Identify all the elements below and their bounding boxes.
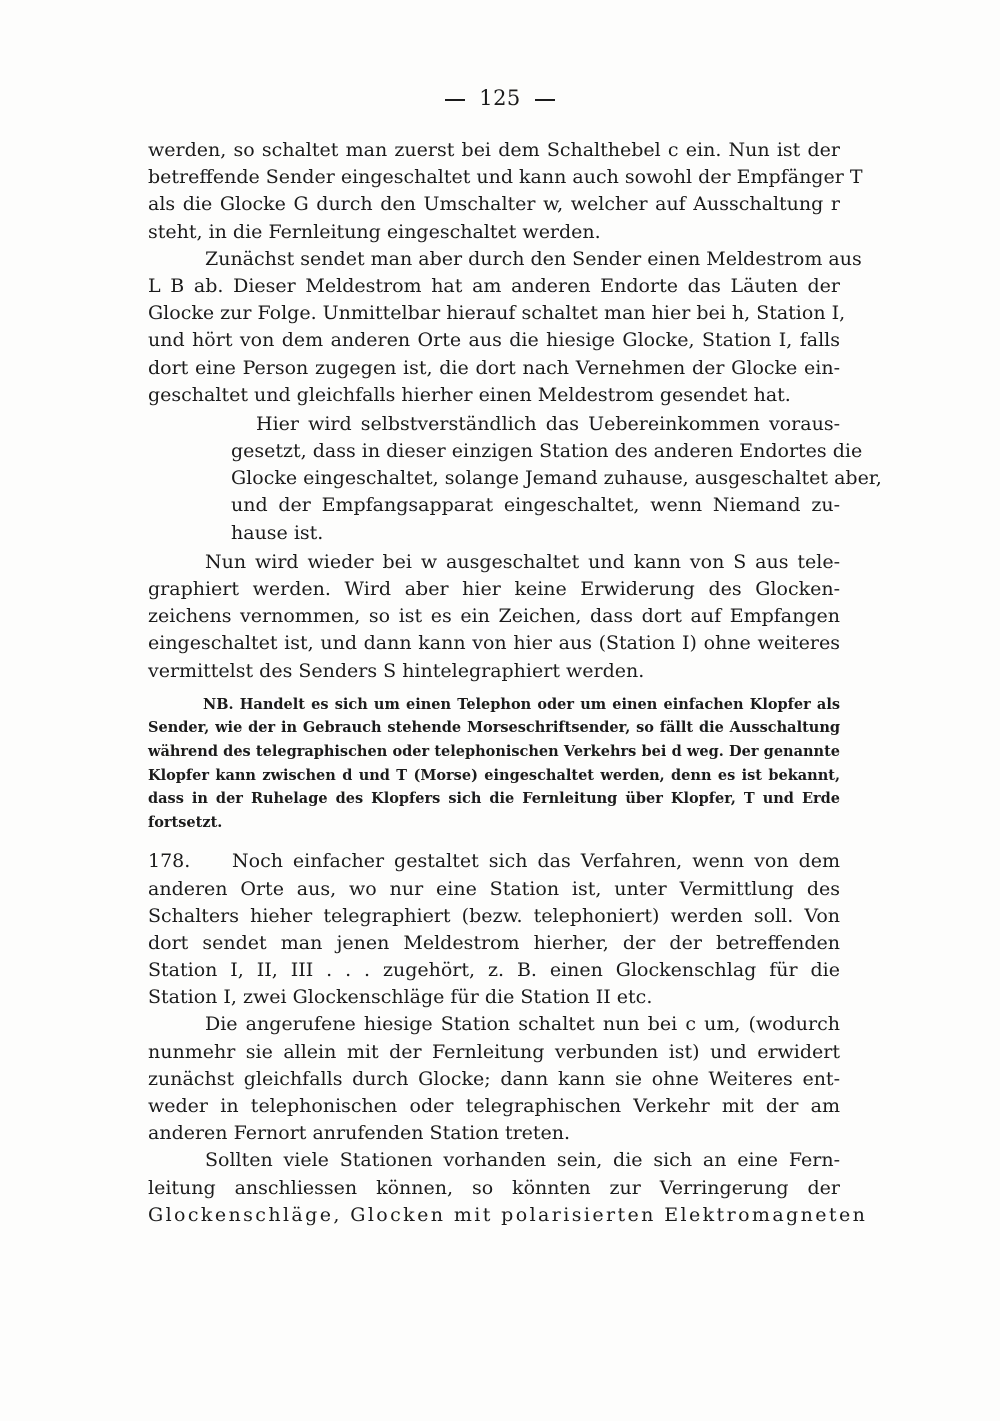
text-line: gesetzt, dass in dieser einzigen Station des anderen Endortes die xyxy=(231,440,863,463)
text-line: Noch einfacher gestaltet sich das Verfahren, wenn von dem xyxy=(232,850,840,873)
text-line: und hört von dem anderen Orte aus die hiesige Glocke, Station I, falls xyxy=(148,329,840,352)
footnote-nb xyxy=(148,693,840,835)
header-dash-right xyxy=(535,99,555,101)
note-line: NB. Handelt es sich um einen Telephon oder um einen einfachen Klopfer als xyxy=(203,695,840,713)
paragraph-1 xyxy=(148,137,863,246)
paragraph-7 xyxy=(148,1147,868,1229)
text-line: eingeschaltet ist, und dann kann von hier aus (Station I) ohne weiteres xyxy=(148,632,840,655)
text-line: anderen Orte aus, wo nur eine Station ist, unter Vermittlung des xyxy=(148,877,840,900)
section-178 xyxy=(148,848,840,1011)
text-line: Station I, II, III . . . zugehört, z. B. einen Glockenschlag für die xyxy=(148,959,840,982)
paragraph-3-inset xyxy=(231,411,882,547)
text-line: hause ist. xyxy=(231,521,324,544)
text-line: Station I, zwei Glockenschläge für die Station II etc. xyxy=(148,986,653,1009)
text-line: Schalters hieher telegraphiert (bezw. telephoniert) werden soll. Von xyxy=(148,904,840,927)
note-line: fortsetzt. xyxy=(148,813,223,831)
paragraph-4 xyxy=(148,549,840,685)
text-line: Glocke eingeschaltet, solange Jemand zuhause, ausgeschaltet aber, xyxy=(231,467,882,490)
note-line: Klopfer kann zwischen d und T (Morse) eingeschaltet werden, denn es ist bekannt, xyxy=(148,766,840,784)
note-line: dass in der Ruhelage des Klopfers sich die Fernleitung über Klopfer, T und Erde xyxy=(148,790,840,808)
paragraph-2 xyxy=(148,246,862,409)
text-line: weder in telephonischen oder telegraphischen Verkehr mit der am xyxy=(148,1095,840,1117)
text-line: graphiert werden. Wird aber hier keine Erwiderung des Glocken- xyxy=(148,578,840,600)
page-body xyxy=(148,137,882,1229)
text-line: anderen Fernort anrufenden Station treten. xyxy=(148,1122,571,1145)
section-number: 178. xyxy=(148,850,191,873)
text-line: zeichens vernommen, so ist es ein Zeichen, dass dort auf Empfangen xyxy=(148,605,840,628)
text-line: Glockenschläge, Glocken mit polarisierten Elektromagneten xyxy=(148,1203,868,1226)
text-line: Die angerufene hiesige Station schaltet nun bei c um, (wodurch xyxy=(205,1013,840,1036)
text-line: steht, in die Fernleitung eingeschaltet werden. xyxy=(148,220,601,243)
text-line: vermittelst des Senders S hintelegraphiert werden. xyxy=(148,659,645,682)
note-line: Sender, wie der in Gebrauch stehende Morseschriftsender, so fällt die Ausschaltung xyxy=(148,719,840,737)
text-line: Glocke zur Folge. Unmittelbar hierauf schaltet man hier bei h, Station I, xyxy=(148,302,846,325)
text-line: dort eine Person zugegen ist, die dort nach Vernehmen der Glocke ein- xyxy=(148,356,840,379)
text-line: werden, so schaltet man zuerst bei dem Schalthebel c ein. Nun ist der xyxy=(148,139,840,161)
text-line: und der Empfangsapparat eingeschaltet, wenn Niemand zu- xyxy=(231,494,840,517)
page-number: 125 xyxy=(479,86,521,110)
page-header xyxy=(0,86,1000,110)
text-line: nunmehr sie allein mit der Fernleitung verbunden ist) und erwidert xyxy=(148,1040,840,1063)
note-line: während des telegraphischen oder telephonischen Verkehrs bei d weg. Der genannte xyxy=(148,742,840,760)
text-line: Hier wird selbstverständlich das Uebereinkommen voraus- xyxy=(256,412,840,435)
text-line: Nun wird wieder bei w ausgeschaltet und kann von S aus tele- xyxy=(205,550,840,573)
text-line: leitung anschliessen können, so könnten zur Verringerung der xyxy=(148,1176,840,1199)
header-dash-left xyxy=(445,99,465,101)
text-line: zunächst gleichfalls durch Glocke; dann kann sie ohne Weiteres ent- xyxy=(148,1067,840,1090)
text-line: geschaltet und gleichfalls hierher einen Meldestrom gesendet hat. xyxy=(148,383,791,406)
text-line: L B ab. Dieser Meldestrom hat am anderen Endorte das Läuten der xyxy=(148,274,840,297)
text-line xyxy=(148,848,840,875)
paragraph-6 xyxy=(148,1011,840,1147)
text-line: dort sendet man jenen Meldestrom hierher, der der betreffenden xyxy=(148,931,840,954)
text-line: betreffende Sender eingeschaltet und kann auch sowohl der Empfänger T xyxy=(148,166,863,189)
text-line: Sollten viele Stationen vorhanden sein, die sich an eine Fern- xyxy=(205,1149,840,1172)
text-line: als die Glocke G durch den Umschalter w, welcher auf Ausschaltung r xyxy=(148,193,840,216)
text-line: Zunächst sendet man aber durch den Sender einen Meldestrom aus xyxy=(205,247,862,270)
